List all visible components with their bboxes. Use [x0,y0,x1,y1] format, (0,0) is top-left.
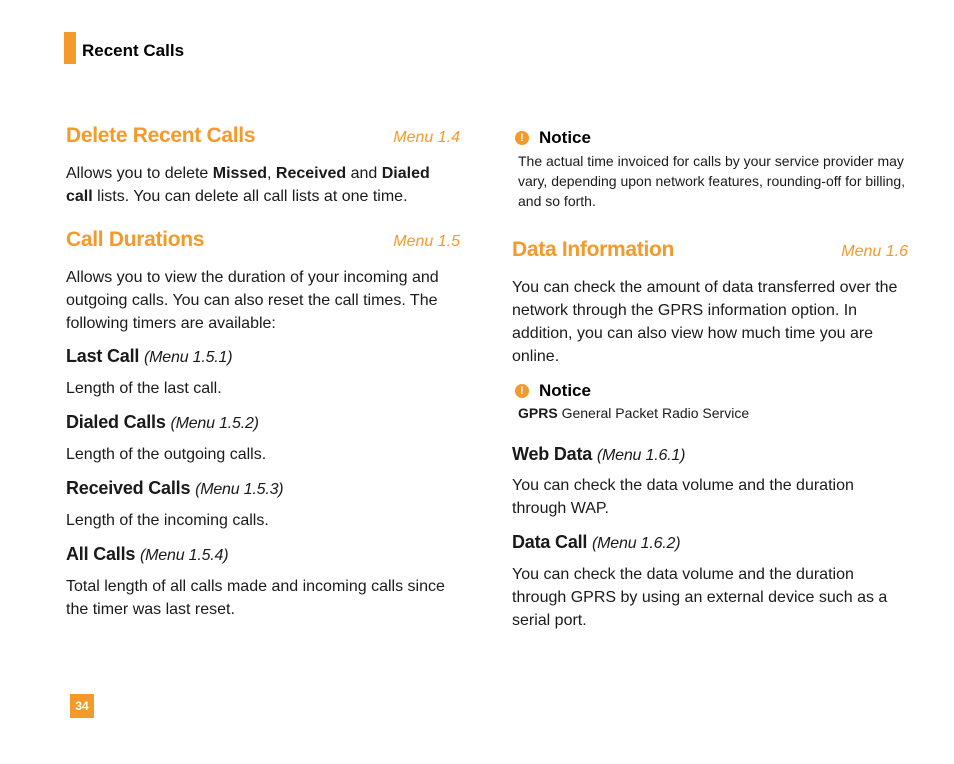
section-title: Delete Recent Calls [66,124,256,147]
notice-text: The actual time invoiced for calls by your service provider may vary, depending upon network features, rounding-off for billing, and so forth. [518,153,906,209]
delete-recent-calls-text: Allows you to delete Missed, Received and Dialed call lists. You can delete all call lists at one time. [66,165,430,205]
exclamation-circle-icon: ! [515,131,529,145]
received-calls-heading: Received Calls (Menu 1.5.3) [66,478,284,498]
page-title: Recent Calls [82,41,185,60]
last-call-heading: Last Call (Menu 1.5.1) [66,346,233,366]
call-durations-text: Allows you to view the duration of your incoming and outgoing calls. You can also reset the call times. The following timers are available: [66,269,439,332]
header-accent-bar [64,32,76,64]
exclamation-circle-icon: ! [515,384,529,398]
section-title: Data Information [512,238,675,261]
section-title: Call Durations [66,228,205,251]
section-menu-ref: Menu 1.4 [393,129,460,146]
notice-gprs-text: GPRS General Packet Radio Service [518,405,750,421]
all-calls-text: Total length of all calls made and incoming calls since the timer was last reset. [66,578,445,618]
data-information-text: You can check the amount of data transferred over the network through the GPRS information option. In addition, you can also view how much time you are online. [512,279,898,365]
web-data-heading: Web Data (Menu 1.6.1) [512,444,686,464]
web-data-text: You can check the data volume and the duration through WAP. [512,477,854,517]
received-calls-text: Length of the incoming calls. [66,512,269,529]
all-calls-heading: All Calls (Menu 1.5.4) [66,544,229,564]
page-number: 34 [70,694,94,718]
data-call-heading: Data Call (Menu 1.6.2) [512,532,681,552]
data-information-heading [512,238,908,262]
dialed-calls-text: Length of the outgoing calls. [66,446,267,463]
last-call-text: Length of the last call. [66,380,222,397]
section-menu-ref: Menu 1.6 [841,243,908,260]
notice-heading: ! Notice [515,128,591,148]
section-menu-ref: Menu 1.5 [393,233,460,250]
data-call-text: You can check the data volume and the duration through GPRS by using an external device such as a serial port. [512,566,888,629]
notice-heading: ! Notice [515,381,591,401]
call-durations-heading [66,228,460,252]
dialed-calls-heading: Dialed Calls (Menu 1.5.2) [66,412,259,432]
delete-recent-calls-heading [66,124,460,148]
